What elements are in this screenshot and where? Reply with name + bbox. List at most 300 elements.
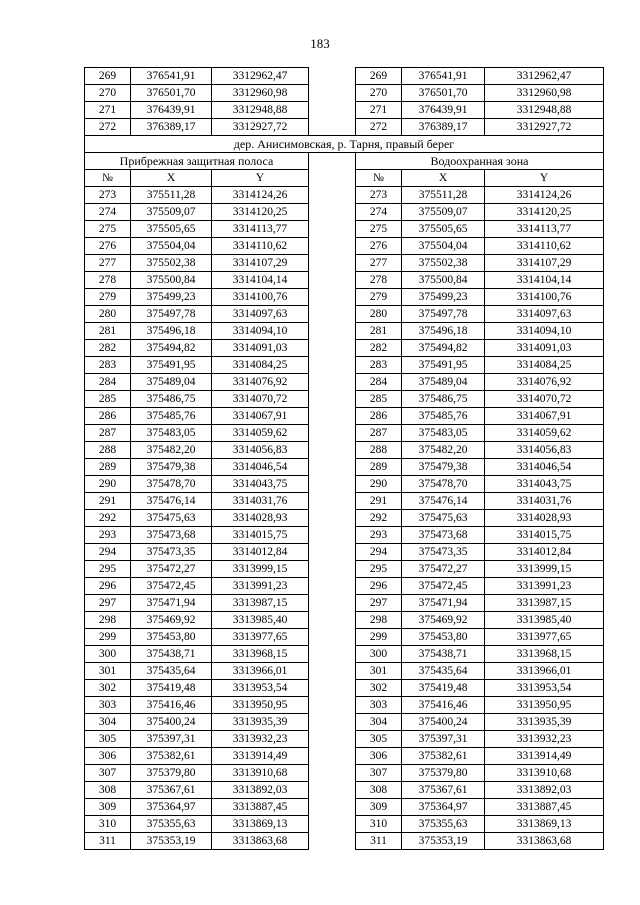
coord-y: 3312927,72 [485, 119, 604, 136]
coord-y: 3314012,84 [485, 544, 604, 561]
point-number: 309 [356, 799, 402, 816]
table-row [85, 459, 604, 476]
column-gap [309, 527, 356, 544]
coord-y: 3314097,63 [485, 306, 604, 323]
coord-x: 375379,80 [131, 765, 212, 782]
coord-y: 3313950,95 [212, 697, 309, 714]
point-number: 281 [356, 323, 402, 340]
table-row [85, 408, 604, 425]
coord-y: 3314110,62 [212, 238, 309, 255]
column-gap [309, 102, 356, 119]
coord-x: 375499,23 [131, 289, 212, 306]
coord-y: 3314100,76 [485, 289, 604, 306]
point-number: 293 [356, 527, 402, 544]
column-gap [309, 697, 356, 714]
coord-y: 3314113,77 [212, 221, 309, 238]
coord-x: 375491,95 [131, 357, 212, 374]
coord-y: 3313999,15 [212, 561, 309, 578]
coord-x: 375379,80 [402, 765, 485, 782]
coord-x: 375482,20 [402, 442, 485, 459]
coord-y: 3314070,72 [485, 391, 604, 408]
coord-y: 3314015,75 [212, 527, 309, 544]
point-number: 309 [85, 799, 131, 816]
table-row [85, 306, 604, 323]
coord-y: 3314084,25 [485, 357, 604, 374]
column-gap [309, 833, 356, 850]
table-row [85, 731, 604, 748]
coord-x: 375471,94 [131, 595, 212, 612]
point-number: 276 [85, 238, 131, 255]
coord-y: 3313985,40 [485, 612, 604, 629]
coord-x: 375382,61 [402, 748, 485, 765]
page-number: 183 [310, 36, 330, 51]
coord-y: 3313950,95 [485, 697, 604, 714]
coord-y: 3313914,49 [212, 748, 309, 765]
point-number: 279 [85, 289, 131, 306]
coord-x: 375497,78 [131, 306, 212, 323]
coord-y: 3312960,98 [485, 85, 604, 102]
coord-y: 3314084,25 [212, 357, 309, 374]
point-number: 289 [85, 459, 131, 476]
coord-x: 375438,71 [402, 646, 485, 663]
coord-x: 376439,91 [131, 102, 212, 119]
table-row [85, 663, 604, 680]
point-number: 290 [85, 476, 131, 493]
point-number: 289 [356, 459, 402, 476]
column-gap [309, 680, 356, 697]
coord-y: 3314094,10 [212, 323, 309, 340]
coord-y: 3314076,92 [485, 374, 604, 391]
column-gap [309, 170, 356, 187]
section-title-row [85, 153, 604, 170]
coord-x: 375491,95 [402, 357, 485, 374]
point-number: 303 [85, 697, 131, 714]
header-y: Y [485, 170, 604, 187]
column-gap [309, 782, 356, 799]
coord-y: 3313953,54 [485, 680, 604, 697]
point-number: 296 [356, 578, 402, 595]
coord-x: 375453,80 [131, 629, 212, 646]
coord-y: 3312960,98 [212, 85, 309, 102]
column-gap [309, 459, 356, 476]
table-row [85, 510, 604, 527]
coord-x: 375500,84 [402, 272, 485, 289]
coord-y: 3312927,72 [212, 119, 309, 136]
point-number: 282 [85, 340, 131, 357]
column-gap [309, 612, 356, 629]
coord-y: 3314046,54 [212, 459, 309, 476]
point-number: 273 [356, 187, 402, 204]
point-number: 294 [85, 544, 131, 561]
coord-x: 375353,19 [131, 833, 212, 850]
coord-x: 375382,61 [131, 748, 212, 765]
coord-y: 3313966,01 [212, 663, 309, 680]
point-number: 310 [85, 816, 131, 833]
coord-x: 376541,91 [402, 68, 485, 85]
coord-y: 3313968,15 [485, 646, 604, 663]
coord-y: 3313863,68 [485, 833, 604, 850]
coord-x: 375505,65 [131, 221, 212, 238]
coord-x: 375471,94 [402, 595, 485, 612]
column-gap [309, 68, 356, 85]
point-number: 299 [85, 629, 131, 646]
point-number: 308 [356, 782, 402, 799]
point-number: 284 [85, 374, 131, 391]
coord-x: 375486,75 [131, 391, 212, 408]
header-number: № [85, 170, 131, 187]
point-number: 275 [356, 221, 402, 238]
table-row [85, 340, 604, 357]
coord-x: 375473,35 [131, 544, 212, 561]
point-number: 295 [356, 561, 402, 578]
point-number: 290 [356, 476, 402, 493]
table-row [85, 816, 604, 833]
point-number: 278 [356, 272, 402, 289]
coord-x: 375419,48 [131, 680, 212, 697]
coord-x: 375469,92 [131, 612, 212, 629]
table-row [85, 68, 604, 85]
column-gap [309, 153, 356, 170]
column-gap [309, 731, 356, 748]
coord-x: 375367,61 [131, 782, 212, 799]
column-gap [309, 374, 356, 391]
point-number: 280 [356, 306, 402, 323]
coord-x: 375494,82 [131, 340, 212, 357]
coord-x: 375472,45 [131, 578, 212, 595]
point-number: 276 [356, 238, 402, 255]
coord-y: 3313887,45 [485, 799, 604, 816]
coord-y: 3314031,76 [485, 493, 604, 510]
point-number: 291 [356, 493, 402, 510]
column-gap [309, 306, 356, 323]
coord-y: 3313869,13 [485, 816, 604, 833]
point-number: 281 [85, 323, 131, 340]
right-section-title: Водоохранная зона [356, 153, 604, 170]
point-number: 270 [85, 85, 131, 102]
table-row [85, 765, 604, 782]
coord-y: 3314091,03 [212, 340, 309, 357]
point-number: 304 [85, 714, 131, 731]
coord-y: 3314056,83 [485, 442, 604, 459]
column-gap [309, 119, 356, 136]
point-number: 271 [85, 102, 131, 119]
coord-y: 3314104,14 [212, 272, 309, 289]
coord-y: 3312962,47 [485, 68, 604, 85]
coord-x: 375496,18 [402, 323, 485, 340]
point-number: 272 [85, 119, 131, 136]
coord-y: 3314094,10 [485, 323, 604, 340]
coord-y: 3314113,77 [485, 221, 604, 238]
left-section-title: Прибрежная защитная полоса [85, 153, 309, 170]
table-row [85, 799, 604, 816]
column-gap [309, 595, 356, 612]
coord-y: 3313892,03 [485, 782, 604, 799]
coord-x: 375473,68 [131, 527, 212, 544]
point-number: 310 [356, 816, 402, 833]
table-row [85, 578, 604, 595]
coord-y: 3313869,13 [212, 816, 309, 833]
coord-y: 3314059,62 [485, 425, 604, 442]
column-gap [309, 85, 356, 102]
coord-y: 3314070,72 [212, 391, 309, 408]
table-row [85, 119, 604, 136]
table-row [85, 255, 604, 272]
table-row [85, 748, 604, 765]
column-gap [309, 255, 356, 272]
table-row [85, 697, 604, 714]
column-gap [309, 663, 356, 680]
coord-x: 375473,35 [402, 544, 485, 561]
coord-y: 3314067,91 [212, 408, 309, 425]
point-number: 311 [85, 833, 131, 850]
point-number: 275 [85, 221, 131, 238]
point-number: 308 [85, 782, 131, 799]
location-title: дер. Анисимовская, р. Тарня, правый берег [85, 136, 604, 153]
header-x: X [131, 170, 212, 187]
coord-x: 375505,65 [402, 221, 485, 238]
column-gap [309, 748, 356, 765]
table-row [85, 272, 604, 289]
coord-x: 375479,38 [402, 459, 485, 476]
coord-x: 375504,04 [402, 238, 485, 255]
coord-x: 375485,76 [131, 408, 212, 425]
column-gap [309, 340, 356, 357]
coord-x: 376389,17 [402, 119, 485, 136]
coord-y: 3312948,88 [212, 102, 309, 119]
point-number: 269 [356, 68, 402, 85]
point-number: 288 [356, 442, 402, 459]
coord-y: 3314028,93 [212, 510, 309, 527]
point-number: 298 [356, 612, 402, 629]
point-number: 293 [85, 527, 131, 544]
point-number: 288 [85, 442, 131, 459]
coord-y: 3314015,75 [485, 527, 604, 544]
coord-x: 375473,68 [402, 527, 485, 544]
column-gap [309, 510, 356, 527]
point-number: 279 [356, 289, 402, 306]
coord-y: 3314120,25 [212, 204, 309, 221]
table-row [85, 612, 604, 629]
coord-x: 375472,45 [402, 578, 485, 595]
coord-x: 375479,38 [131, 459, 212, 476]
coord-x: 375478,70 [402, 476, 485, 493]
column-gap [309, 323, 356, 340]
coord-y: 3314091,03 [485, 340, 604, 357]
point-number: 285 [356, 391, 402, 408]
point-number: 302 [85, 680, 131, 697]
table-row [85, 323, 604, 340]
point-number: 274 [356, 204, 402, 221]
column-gap [309, 561, 356, 578]
coord-y: 3313987,15 [212, 595, 309, 612]
coord-x: 376541,91 [131, 68, 212, 85]
point-number: 269 [85, 68, 131, 85]
point-number: 297 [85, 595, 131, 612]
table-row [85, 833, 604, 850]
coord-y: 3313935,39 [212, 714, 309, 731]
table-row [85, 102, 604, 119]
table-row [85, 680, 604, 697]
coord-y: 3313910,68 [485, 765, 604, 782]
coord-x: 375482,20 [131, 442, 212, 459]
table-row [85, 391, 604, 408]
coord-x: 376439,91 [402, 102, 485, 119]
coord-x: 375469,92 [402, 612, 485, 629]
point-number: 271 [356, 102, 402, 119]
coord-x: 375494,82 [402, 340, 485, 357]
table-row [85, 714, 604, 731]
coord-y: 3313977,65 [212, 629, 309, 646]
column-gap [309, 714, 356, 731]
table-row [85, 629, 604, 646]
coord-y: 3313991,23 [485, 578, 604, 595]
coord-x: 375435,64 [131, 663, 212, 680]
coord-x: 375475,63 [131, 510, 212, 527]
coord-y: 3313999,15 [485, 561, 604, 578]
coord-x: 375355,63 [402, 816, 485, 833]
coord-x: 375489,04 [131, 374, 212, 391]
coord-y: 3314120,25 [485, 204, 604, 221]
coord-x: 375472,27 [131, 561, 212, 578]
column-gap [309, 799, 356, 816]
point-number: 284 [356, 374, 402, 391]
coord-y: 3314012,84 [212, 544, 309, 561]
table-row [85, 493, 604, 510]
column-gap [309, 816, 356, 833]
coord-y: 3313966,01 [485, 663, 604, 680]
point-number: 295 [85, 561, 131, 578]
coord-x: 375500,84 [131, 272, 212, 289]
point-number: 300 [356, 646, 402, 663]
coord-y: 3313863,68 [212, 833, 309, 850]
coord-x: 375435,64 [402, 663, 485, 680]
coord-y: 3313914,49 [485, 748, 604, 765]
table-row [85, 544, 604, 561]
point-number: 283 [356, 357, 402, 374]
coord-y: 3314028,93 [485, 510, 604, 527]
coord-y: 3313953,54 [212, 680, 309, 697]
point-number: 304 [356, 714, 402, 731]
table-row [85, 595, 604, 612]
column-gap [309, 357, 356, 374]
table-row [85, 357, 604, 374]
column-gap [309, 391, 356, 408]
coord-y: 3313935,39 [485, 714, 604, 731]
point-number: 273 [85, 187, 131, 204]
location-title-row [85, 136, 604, 153]
point-number: 307 [356, 765, 402, 782]
coord-x: 375511,28 [131, 187, 212, 204]
coord-x: 375400,24 [402, 714, 485, 731]
point-number: 294 [356, 544, 402, 561]
coord-y: 3314043,75 [212, 476, 309, 493]
point-number: 301 [85, 663, 131, 680]
point-number: 270 [356, 85, 402, 102]
coordinates-table [84, 67, 604, 850]
coord-y: 3314043,75 [485, 476, 604, 493]
coord-y: 3313968,15 [212, 646, 309, 663]
coord-y: 3313887,45 [212, 799, 309, 816]
coord-x: 376501,70 [402, 85, 485, 102]
point-number: 291 [85, 493, 131, 510]
coord-x: 375397,31 [131, 731, 212, 748]
coord-y: 3314056,83 [212, 442, 309, 459]
point-number: 292 [356, 510, 402, 527]
coord-x: 375504,04 [131, 238, 212, 255]
coord-x: 375438,71 [131, 646, 212, 663]
coord-x: 375499,23 [402, 289, 485, 306]
coord-y: 3314110,62 [485, 238, 604, 255]
header-number: № [356, 170, 402, 187]
point-number: 296 [85, 578, 131, 595]
coord-x: 375453,80 [402, 629, 485, 646]
point-number: 277 [356, 255, 402, 272]
coord-x: 375502,38 [402, 255, 485, 272]
coord-x: 375475,63 [402, 510, 485, 527]
column-gap [309, 204, 356, 221]
point-number: 282 [356, 340, 402, 357]
coord-y: 3314097,63 [212, 306, 309, 323]
point-number: 306 [85, 748, 131, 765]
column-gap [309, 765, 356, 782]
coord-x: 375367,61 [402, 782, 485, 799]
column-gap [309, 544, 356, 561]
coord-y: 3314067,91 [485, 408, 604, 425]
table-row [85, 527, 604, 544]
point-number: 272 [356, 119, 402, 136]
point-number: 303 [356, 697, 402, 714]
coord-x: 375496,18 [131, 323, 212, 340]
point-number: 299 [356, 629, 402, 646]
point-number: 274 [85, 204, 131, 221]
table-row [85, 425, 604, 442]
coord-x: 375400,24 [131, 714, 212, 731]
point-number: 287 [356, 425, 402, 442]
point-number: 280 [85, 306, 131, 323]
coord-y: 3313932,23 [212, 731, 309, 748]
coord-y: 3312962,47 [212, 68, 309, 85]
coord-y: 3314124,26 [485, 187, 604, 204]
coord-x: 375476,14 [402, 493, 485, 510]
column-gap [309, 578, 356, 595]
coord-x: 375483,05 [131, 425, 212, 442]
coord-x: 375419,48 [402, 680, 485, 697]
point-number: 306 [356, 748, 402, 765]
point-number: 307 [85, 765, 131, 782]
table-row [85, 289, 604, 306]
column-gap [309, 408, 356, 425]
point-number: 311 [356, 833, 402, 850]
table-row [85, 374, 604, 391]
coord-y: 3313985,40 [212, 612, 309, 629]
coord-x: 376501,70 [131, 85, 212, 102]
coord-y: 3313892,03 [212, 782, 309, 799]
column-gap [309, 425, 356, 442]
coord-x: 375486,75 [402, 391, 485, 408]
table-row [85, 221, 604, 238]
point-number: 277 [85, 255, 131, 272]
coord-x: 375485,76 [402, 408, 485, 425]
point-number: 278 [85, 272, 131, 289]
column-gap [309, 476, 356, 493]
point-number: 283 [85, 357, 131, 374]
coord-x: 375509,07 [131, 204, 212, 221]
coord-x: 376389,17 [131, 119, 212, 136]
coord-y: 3314107,29 [212, 255, 309, 272]
coord-x: 375355,63 [131, 816, 212, 833]
column-gap [309, 646, 356, 663]
point-number: 301 [356, 663, 402, 680]
